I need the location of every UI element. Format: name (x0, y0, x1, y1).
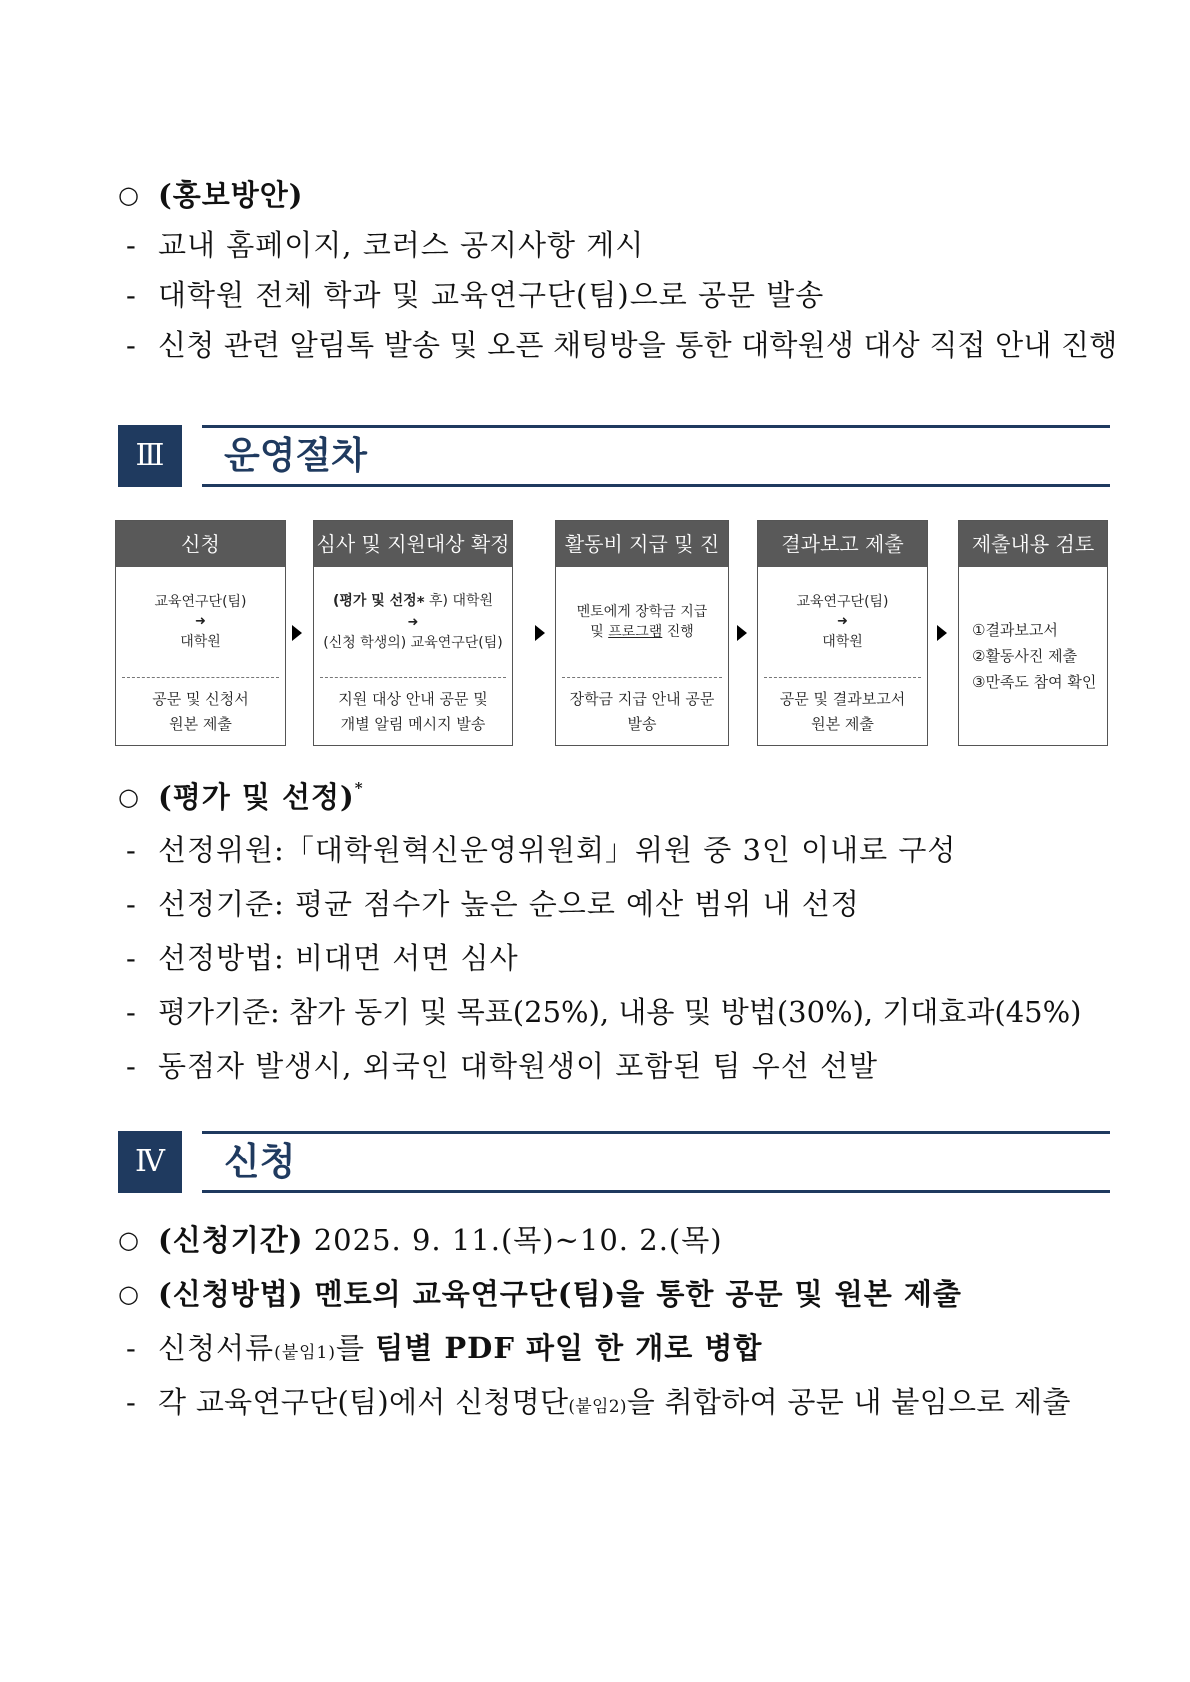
flow-footer-line: 원본 제출 (169, 715, 232, 733)
promo-item-1: 교내 홈페이지, 코러스 공지사항 게시 (158, 228, 645, 262)
flow-body-line (590, 622, 694, 642)
flow-from: 교육연구단(팀) (154, 594, 247, 610)
flow-footer-line: 원본 제출 (811, 715, 874, 733)
asterisk-mark: * (354, 779, 364, 797)
flow-step-body (314, 567, 512, 677)
flow-step-header: 심사 및 지원대상 확정 (314, 521, 512, 567)
list-text (158, 1382, 1071, 1427)
flow-to: 대학원 (822, 634, 863, 650)
flow-step-footer (314, 679, 512, 745)
dash-bullet: - (126, 228, 136, 262)
flow-body-line: 멘토에게 장학금 지급 (576, 604, 708, 620)
bullet-circle: ○ (118, 181, 139, 209)
list-post: 을 취합하여 공문 내 붙임으로 제출 (626, 1385, 1071, 1419)
period-value: 2025. 9. 11.(목)~10. 2.(목) (303, 1223, 723, 1257)
flow-to: 대학원 (180, 634, 221, 650)
flow-footer-line: 발송 (627, 715, 657, 733)
eval-heading-text: (평가 및 선정) (158, 780, 355, 814)
triangle-right-icon (737, 625, 747, 641)
method-text (158, 1274, 962, 1314)
eval-item-4: 평가기준: 참가 동기 및 목표(25%), 내용 및 방법(30%), 기대효과(45%) (158, 995, 1082, 1029)
divider (202, 1190, 1110, 1193)
flow-step-header: 활동비 지급 및 진행 (556, 521, 728, 567)
asterisk-mark: * (416, 593, 425, 611)
triangle-right-icon (292, 625, 302, 641)
flow-step-body (116, 567, 285, 677)
flow-step-apply (115, 520, 286, 746)
flow-step-header: 신청 (116, 521, 285, 567)
check-item: ①결과보고서 (972, 621, 1058, 639)
dash-bullet: - (126, 1331, 136, 1365)
section-number: Ⅲ (118, 425, 182, 487)
flow-to: (신청 학생의) 교육연구단(팀) (323, 635, 503, 651)
flow-text: 및 (590, 624, 609, 640)
section-header-4 (118, 1131, 1110, 1193)
dash-bullet: - (126, 941, 136, 975)
flow-step-body (758, 567, 927, 677)
flow-step-check (958, 520, 1108, 746)
flow-step-footer (758, 679, 927, 745)
flow-footer-line: 개별 알림 메시지 발송 (340, 715, 486, 733)
bullet-circle: ○ (118, 1226, 139, 1254)
flow-from-bold: (평가 및 선정 (332, 593, 417, 609)
section-number: Ⅳ (118, 1131, 182, 1193)
promo-item-3: 신청 관련 알림톡 발송 및 오픈 채팅방을 통한 대학원생 대상 직접 안내 진행 (158, 328, 1118, 362)
dash-bullet: - (126, 833, 136, 867)
flow-footer-line: 공문 및 신청서 (152, 690, 249, 708)
triangle-right-icon (535, 625, 545, 641)
flow-step-activity (555, 520, 729, 746)
flow-step-header: 결과보고 제출 (758, 521, 927, 567)
section-title: 신청 (224, 1140, 296, 1183)
promo-heading: (홍보방안) (158, 178, 304, 212)
dash-bullet: - (126, 887, 136, 921)
flow-step-body (959, 567, 1107, 745)
flow-step-review (313, 520, 513, 746)
eval-item-2: 선정기준: 평균 점수가 높은 순으로 예산 범위 내 선정 (158, 887, 860, 921)
flow-step-footer (116, 679, 285, 745)
eval-item-3: 선정방법: 비대면 서면 심사 (158, 941, 519, 975)
dash-bullet: - (126, 1049, 136, 1083)
section-title: 운영절차 (224, 434, 367, 477)
divider (202, 1131, 1110, 1134)
dashed-divider (562, 677, 722, 678)
check-item: ③만족도 참여 확인 (972, 673, 1097, 691)
period-text (158, 1220, 723, 1260)
list-pre: 각 교육연구단(팀)에서 신청명단 (158, 1385, 569, 1419)
bullet-circle: ○ (118, 1280, 139, 1308)
period-label: (신청기간) (158, 1223, 304, 1257)
attachment-ref: (붙임1) (274, 1343, 336, 1363)
dash-bullet: - (126, 328, 136, 362)
section-header-3 (118, 425, 1110, 487)
arrow-right-icon: ➜ (837, 614, 848, 629)
dashed-divider (320, 677, 506, 678)
docs-emphasis: 팀별 PDF 파일 한 개로 병합 (375, 1331, 763, 1365)
eval-item-1: 선정위원:「대학원혁신운영위원회」위원 중 3인 이내로 구성 (158, 833, 957, 867)
docs-text (158, 1328, 762, 1373)
flow-step-report (757, 520, 928, 746)
attachment-ref: (붙임2) (568, 1397, 627, 1417)
dash-bullet: - (126, 1385, 136, 1419)
docs-pre: 신청서류 (158, 1331, 275, 1365)
flow-text-underlined: 프로그램 (608, 624, 663, 640)
dashed-divider (122, 677, 279, 678)
promo-item-2: 대학원 전체 학과 및 교육연구단(팀)으로 공문 발송 (158, 278, 825, 312)
flow-step-body (556, 567, 728, 677)
flow-footer-line: 장학금 지급 안내 공문 (569, 690, 715, 708)
check-item: ②활동사진 제출 (972, 647, 1078, 665)
arrow-right-icon: ➜ (407, 615, 419, 630)
flow-footer-line: 공문 및 결과보고서 (779, 690, 906, 708)
dash-bullet: - (126, 995, 136, 1029)
eval-heading (158, 777, 364, 817)
dash-bullet: - (126, 278, 136, 312)
flow-step-header: 제출내용 검토 (959, 521, 1107, 567)
eval-item-5: 동점자 발생시, 외국인 대학원생이 포함된 팀 우선 선발 (158, 1049, 879, 1083)
method-label: (신청방법) (158, 1277, 304, 1311)
flow-from-rest: 후) 대학원 (424, 593, 494, 609)
flow-footer-line: 지원 대상 안내 공문 및 (338, 690, 488, 708)
flow-from: 교육연구단(팀) (796, 594, 889, 610)
triangle-right-icon (937, 625, 947, 641)
flow-step-footer (556, 679, 728, 745)
docs-mid: 를 (336, 1331, 376, 1365)
method-value: 멘토의 교육연구단(팀)을 통한 공문 및 원본 제출 (303, 1277, 962, 1311)
flow-from (333, 591, 493, 613)
arrow-right-icon: ➜ (195, 614, 206, 629)
divider (202, 484, 1110, 487)
bullet-circle: ○ (118, 783, 139, 811)
dashed-divider (764, 677, 921, 678)
flow-text: 진행 (662, 624, 694, 640)
